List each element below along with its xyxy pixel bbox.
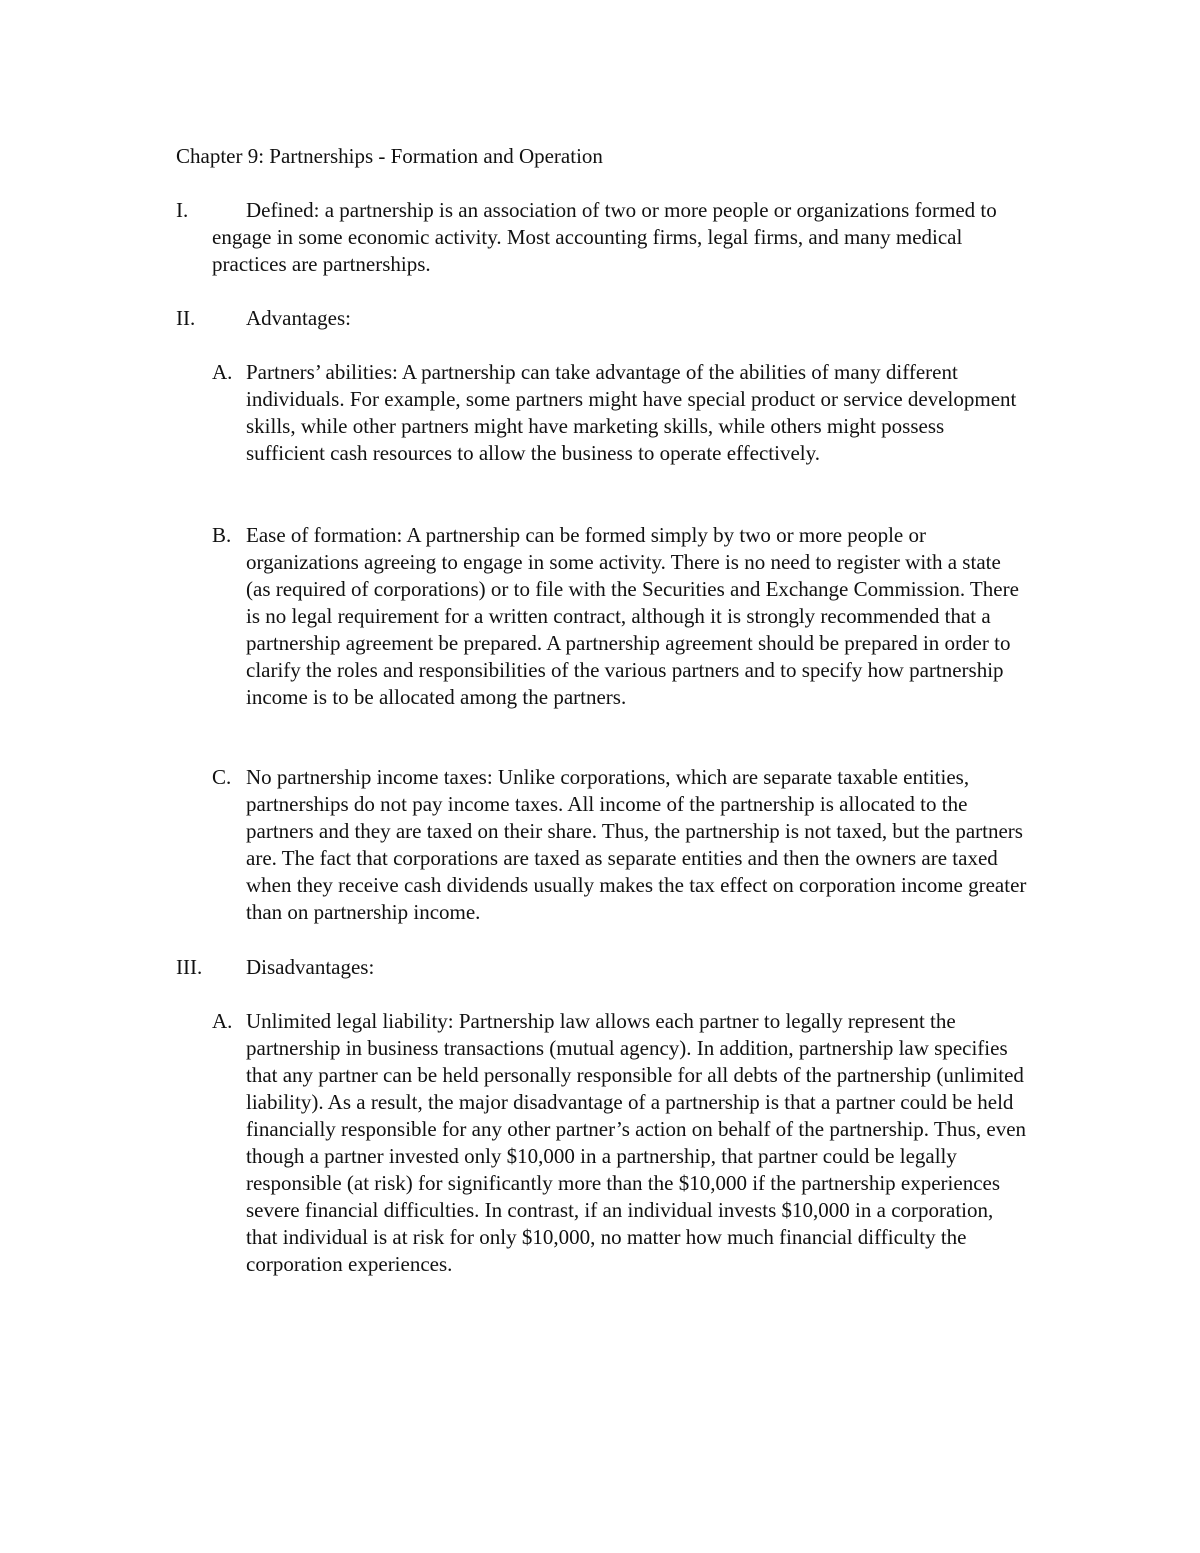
item-text: No partnership income taxes: Unlike corporations, which are separate taxable entities, partnerships do not pay income taxes. All income of the partnership is allocated to the partners and they are taxed on their share. Thus, the partnership is not taxed, but the partners are. The fact that corporations are taxed as separate entities and then the owners are taxed when they receive cash dividends usually makes the tax effect on corporation income greater than on partnership income. [246,765,1027,924]
list-item-partners-abilities [212,359,1027,467]
section-heading: Disadvantages: [246,955,375,979]
item-text: Ease of formation: A partnership can be formed simply by two or more people or organizations agreeing to engage in some activity. There is no need to register with a state (as required of corporations) or to file with the Securities and Exchange Commission. There is no legal requirement for a written contract, although it is strongly recommended that a partnership agreement be prepared. A partnership agreement should be prepared in order to clarify the roles and responsibilities of the various partners and to specify how partnership income is to be allocated among the partners. [246,523,1019,709]
item-letter: A. [212,360,233,384]
item-text: Unlimited legal liability: Partnership law allows each partner to legally represent the partnership in business transactions (mutual agency). In addition, partnership law specifies that any partner can be held personally responsible for all debts of the partnership (unlimited liability). As a result, the major disadvantage of a partnership is that a partner could be held financially responsible for any other partner’s action on behalf of the partnership. Thus, even though a partner invested only $10,000 in a partnership, that partner could be legally responsible (at risk) for significantly more than the $10,000 if the partnership experiences severe financial difficulties. In contrast, if an individual invests $10,000 in a corporation, that individual is at risk for only $10,000, no matter how much financial difficulty the corporation experiences. [246,1009,1027,1276]
section-numeral: I. [176,198,189,222]
section-text: Defined: a partnership is an association of two or more people or organizations formed to engage in some economic activity. Most accounting firms, legal firms, and many medical practices are partnerships. [212,198,997,276]
list-item-no-income-taxes [212,764,1027,926]
section-heading: Advantages: [246,306,351,330]
item-letter: B. [212,523,232,547]
list-item-ease-of-formation [212,522,1027,711]
document-title: Chapter 9: Partnerships - Formation and Operation [176,144,603,168]
item-letter: C. [212,765,232,789]
list-item-unlimited-liability [212,1008,1027,1278]
section-numeral: III. [176,955,203,979]
section-numeral: II. [176,306,196,330]
item-text: Partners’ abilities: A partnership can take advantage of the abilities of many different individuals. For example, some partners might have special product or service development skills, while other partners might have marketing skills, while others might possess sufficient cash resources to allow the business to operate effectively. [246,360,1017,465]
section-defined [176,197,1026,278]
item-letter: A. [212,1009,233,1033]
